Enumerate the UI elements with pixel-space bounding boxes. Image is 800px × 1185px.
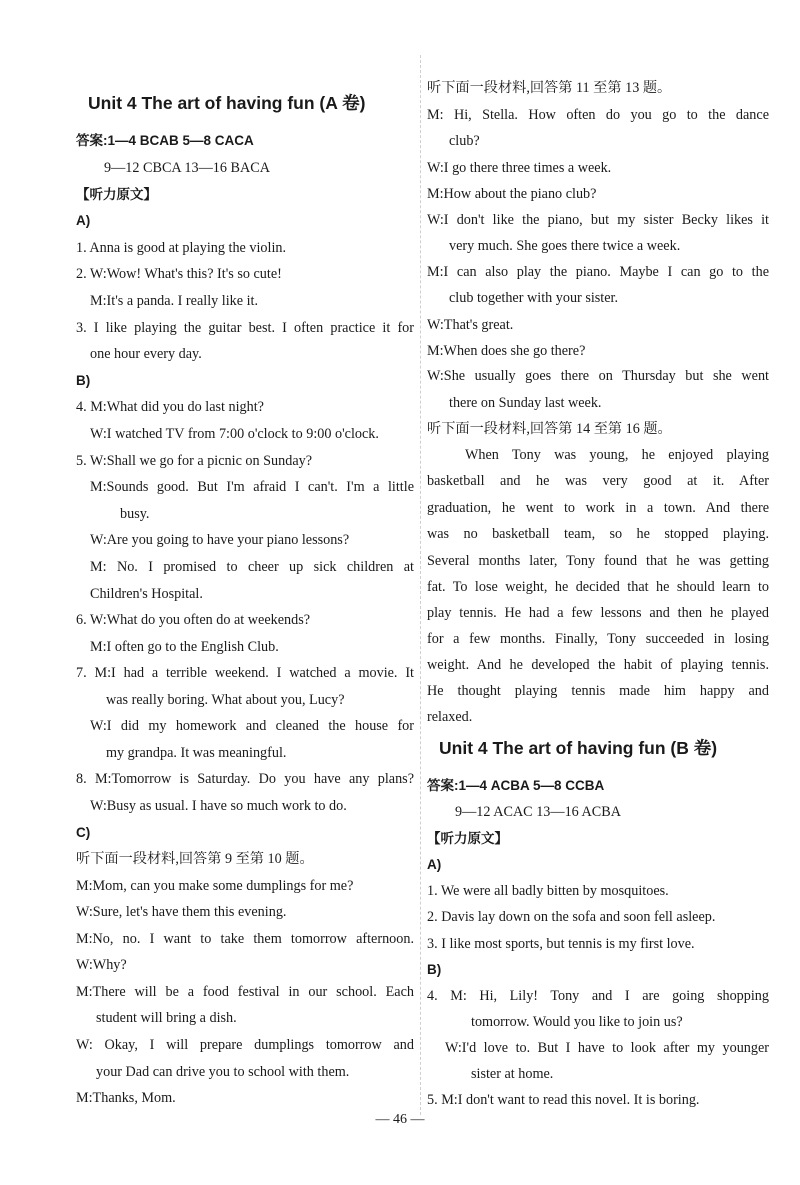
section-label: A) [427,857,442,872]
text-line: W:She usually goes there on Thursday but she went [427,368,769,384]
text-line: your Dad can drive you to school with them. [96,1064,350,1080]
unit-title: Unit 4 The art of having fun (A 卷) [88,93,366,113]
text-line: there on Sunday last week. [449,395,602,411]
text-line: W: Okay, I will prepare dumplings tomorrow and [76,1037,414,1053]
text-line: 8. M:Tomorrow is Saturday. Do you have any plans? [76,771,414,787]
section-label: A) [76,213,91,228]
text-line: When Tony was young, he enjoyed playing [465,447,769,463]
page-number: — 46 — [375,1112,425,1127]
text-line: sister at home. [471,1066,554,1082]
text-line: M:How about the piano club? [427,186,597,202]
text-line: W:I watched TV from 7:00 o'clock to 9:00 o'clock. [90,426,379,442]
text-line: play tennis. He had a few lessons and then he played [427,605,769,621]
text-line: 听下面一段材料,回答第 11 至第 13 题。 [427,80,672,96]
text-line: was no basketball team, so he stopped playing. [427,526,769,542]
text-line: M: No. I promised to cheer up sick children at [90,559,414,575]
text-line: 6. W:What do you often do at weekends? [76,612,311,628]
text-line: my grandpa. It was meaningful. [106,745,287,761]
text-line: was really boring. What about you, Lucy? [106,692,345,708]
text-line: W:I did my homework and cleaned the house for [90,718,414,734]
section-label: C) [76,825,91,840]
text-line: relaxed. [427,709,473,725]
text-line: very much. She goes there twice a week. [449,238,681,254]
column-divider [420,55,421,1115]
text-line: one hour every day. [90,346,202,362]
text-line: 4. M: Hi, Lily! Tony and I are going shopping [427,988,769,1004]
text-line: 5. W:Shall we go for a picnic on Sunday? [76,453,313,469]
text-line: 3. I like playing the guitar best. I often practice it for [76,320,414,336]
text-line: busy. [120,506,150,522]
text-line: 1. We were all badly bitten by mosquitoes. [427,883,669,899]
text-line: M:Thanks, Mom. [76,1090,176,1106]
text-line: club? [449,133,480,149]
text-line: M:I often go to the English Club. [90,639,279,655]
text-line: weight. And he developed the habit of playing tennis. [427,657,769,673]
section-label: 答案:1—4 BCAB 5—8 CACA [76,133,254,148]
text-line: 2. Davis lay down on the sofa and soon fell asleep. [427,909,716,925]
text-line: M:When does she go there? [427,343,586,359]
text-line: 9—12 ACAC 13—16 ACBA [455,804,621,820]
text-line: W:Are you going to have your piano lessons? [90,532,350,548]
text-line: W:I go there three times a week. [427,160,612,176]
text-line: M:There will be a food festival in our school. Each [76,984,414,1000]
text-line: M:Sounds good. But I'm afraid I can't. I'm a little [90,479,414,495]
unit-title: Unit 4 The art of having fun (B 卷) [439,738,718,758]
section-label: B) [76,373,91,388]
text-line: Several months later, Tony found that he was getting [427,553,769,569]
text-line: graduation, he went to work in a town. And there [427,500,769,516]
section-label: B) [427,962,442,977]
section-label: 【听力原文】 [76,187,157,202]
text-line: student will bring a dish. [96,1010,237,1026]
text-line: fat. To lose weight, he decided that he should learn to [427,579,769,595]
text-line: 7. M:I had a terrible weekend. I watched a movie. It [76,665,414,681]
text-line: He thought playing tennis made him happy and [427,683,769,699]
text-line: 9—12 CBCA 13—16 BACA [104,160,270,176]
text-line: W:Busy as usual. I have so much work to do. [90,798,347,814]
text-line: 听下面一段材料,回答第 14 至第 16 题。 [427,421,672,437]
text-line: M:No, no. I want to take them tomorrow afternoon. [76,931,414,947]
text-line: 5. M:I don't want to read this novel. It is boring. [427,1092,700,1108]
text-line: M:I can also play the piano. Maybe I can go to the [427,264,769,280]
text-line: W:I'd love to. But I have to look after my younger [445,1040,769,1056]
section-label: 答案:1—4 ACBA 5—8 CCBA [427,778,605,793]
text-line: club together with your sister. [449,290,619,306]
text-line: 4. M:What did you do last night? [76,399,264,415]
text-line: M:Mom, can you make some dumplings for me? [76,878,354,894]
text-line: Children's Hospital. [90,586,203,602]
text-line: W:Sure, let's have them this evening. [76,904,287,920]
text-line: W:That's great. [427,317,514,333]
text-line: W:Why? [76,957,127,973]
section-label: 【听力原文】 [427,831,508,846]
text-line: M:It's a panda. I really like it. [90,293,259,309]
text-line: 1. Anna is good at playing the violin. [76,240,287,256]
text-line: basketball and he was very good at it. After [427,473,769,489]
text-line: for a few months. Finally, Tony succeeded in losing [427,631,769,647]
text-line: 听下面一段材料,回答第 9 至第 10 题。 [76,851,314,867]
text-line: 3. I like most sports, but tennis is my first love. [427,936,695,952]
text-line: W:I don't like the piano, but my sister Becky likes it [427,212,769,228]
text-line: tomorrow. Would you like to join us? [471,1014,683,1030]
text-line: 2. W:Wow! What's this? It's so cute! [76,266,282,282]
text-line: M: Hi, Stella. How often do you go to the dance [427,107,769,123]
